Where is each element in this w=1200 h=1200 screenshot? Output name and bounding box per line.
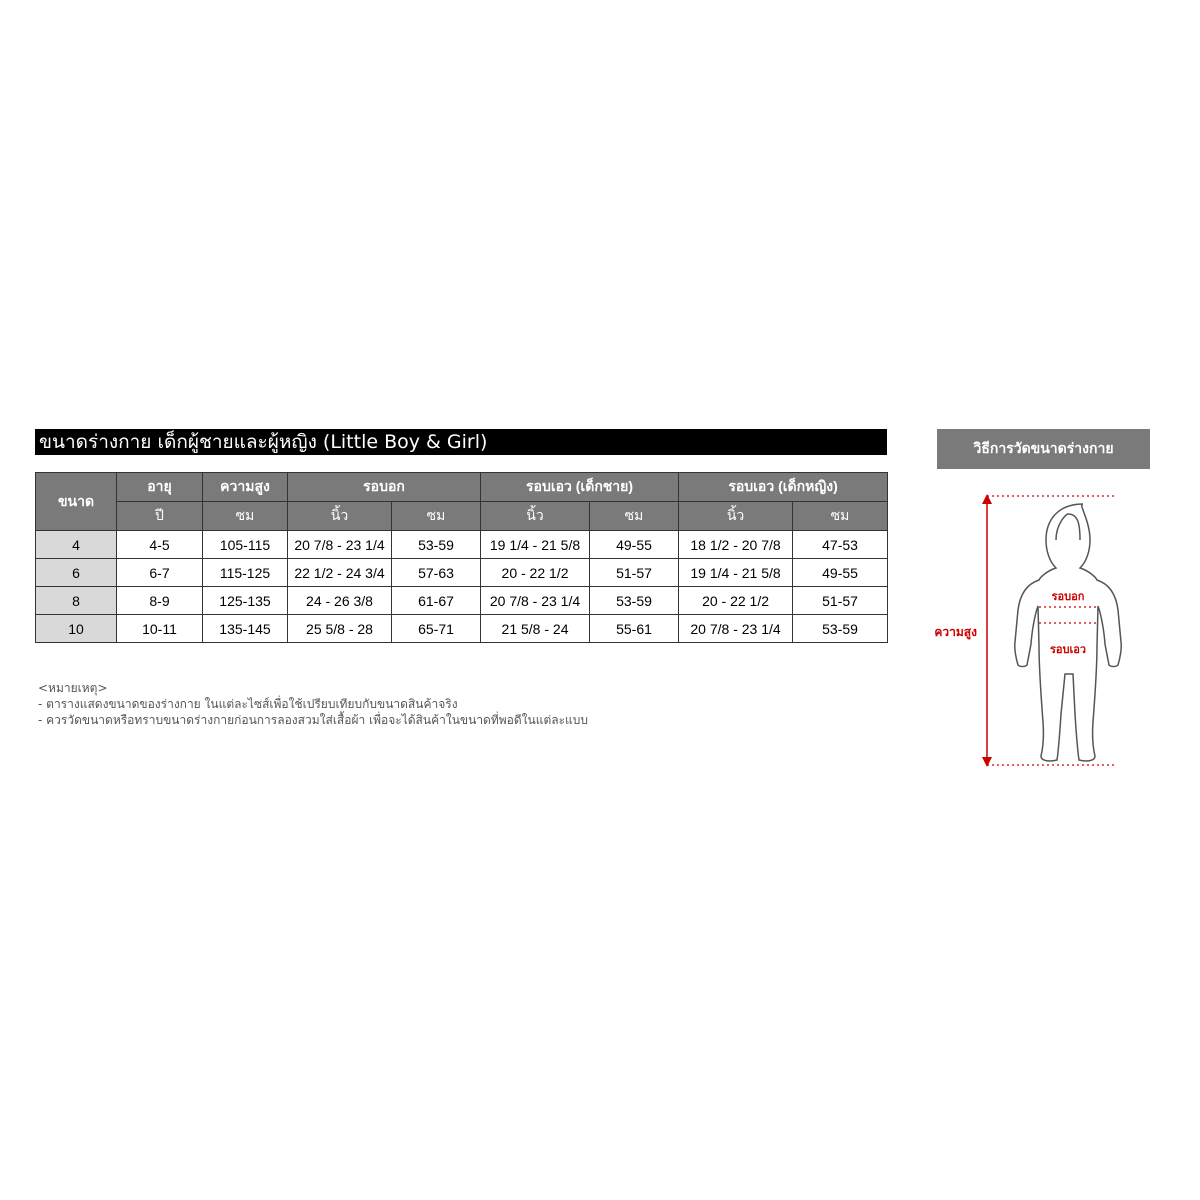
table-cell: 24 - 26 3/8 bbox=[288, 587, 392, 615]
table-row bbox=[36, 587, 888, 615]
table-cell: 6-7 bbox=[117, 559, 203, 587]
size-table bbox=[35, 472, 888, 643]
table-cell: 21 5/8 - 24 bbox=[481, 615, 590, 643]
table-cell: 49-55 bbox=[590, 531, 679, 559]
waist-label: รอบเอว bbox=[1049, 643, 1087, 656]
table-cell: 25 5/8 - 28 bbox=[288, 615, 392, 643]
table-cell: 20 7/8 - 23 1/4 bbox=[481, 587, 590, 615]
unit-chest-in: นิ้ว bbox=[288, 502, 392, 531]
table-cell: 20 - 22 1/2 bbox=[481, 559, 590, 587]
table-cell: 20 - 22 1/2 bbox=[679, 587, 793, 615]
table-cell: 65-71 bbox=[392, 615, 481, 643]
table-cell: 61-67 bbox=[392, 587, 481, 615]
chart-title: ขนาดร่างกาย เด็กผู้ชายและผู้หญิง (Little Boy & Girl) bbox=[35, 429, 887, 455]
table-row bbox=[36, 559, 888, 587]
child-silhouette bbox=[915, 490, 1175, 775]
table-cell: 19 1/4 - 21 5/8 bbox=[481, 531, 590, 559]
table-cell: 20 7/8 - 23 1/4 bbox=[288, 531, 392, 559]
table-cell: 53-59 bbox=[793, 615, 888, 643]
header-age: อายุ bbox=[117, 473, 203, 502]
table-cell: 22 1/2 - 24 3/4 bbox=[288, 559, 392, 587]
unit-waist-girl-in: นิ้ว bbox=[679, 502, 793, 531]
table-cell: 135-145 bbox=[203, 615, 288, 643]
notes bbox=[38, 680, 588, 728]
header-row bbox=[36, 473, 888, 502]
notes-line: - ตารางแสดงขนาดของร่างกาย ในแต่ละไซส์เพื่อใช้เปรียบเทียบกับขนาดสินค้าจริง bbox=[38, 697, 458, 711]
table-cell: 10-11 bbox=[117, 615, 203, 643]
table-cell: 18 1/2 - 20 7/8 bbox=[679, 531, 793, 559]
table-cell: 47-53 bbox=[793, 531, 888, 559]
unit-chest-cm: ซม bbox=[392, 502, 481, 531]
child-outline-icon bbox=[1015, 504, 1122, 761]
unit-age: ปี bbox=[117, 502, 203, 531]
table-cell: 53-59 bbox=[392, 531, 481, 559]
table-cell: 20 7/8 - 23 1/4 bbox=[679, 615, 793, 643]
table-cell: 4-5 bbox=[117, 531, 203, 559]
table-cell: 105-115 bbox=[203, 531, 288, 559]
table-cell: 51-57 bbox=[590, 559, 679, 587]
table-cell: 115-125 bbox=[203, 559, 288, 587]
table-cell: 49-55 bbox=[793, 559, 888, 587]
header-size: ขนาด bbox=[36, 473, 117, 531]
unit-waist-boy-cm: ซม bbox=[590, 502, 679, 531]
notes-heading: <หมายเหตุ> bbox=[38, 681, 108, 695]
unit-waist-boy-in: นิ้ว bbox=[481, 502, 590, 531]
chest-label: รอบอก bbox=[1051, 590, 1085, 603]
measure-title: วิธีการวัดขนาดร่างกาย bbox=[937, 429, 1150, 469]
table-row bbox=[36, 531, 888, 559]
height-label: ความสูง bbox=[934, 625, 977, 639]
size-cell: 10 bbox=[36, 615, 117, 643]
size-cell: 6 bbox=[36, 559, 117, 587]
body-figure bbox=[915, 490, 1175, 775]
table-cell: 125-135 bbox=[203, 587, 288, 615]
notes-line: - ควรวัดขนาดหรือทราบขนาดร่างกายก่อนการลองสวมใส่เสื้อผ้า เพื่อจะได้สินค้าในขนาดที่พอดีในแต่ละแบบ bbox=[38, 713, 589, 727]
table-row bbox=[36, 615, 888, 643]
size-cell: 4 bbox=[36, 531, 117, 559]
unit-height: ซม bbox=[203, 502, 288, 531]
table-cell: 55-61 bbox=[590, 615, 679, 643]
unit-waist-girl-cm: ซม bbox=[793, 502, 888, 531]
table-cell: 19 1/4 - 21 5/8 bbox=[679, 559, 793, 587]
header-waist-girl: รอบเอว (เด็กหญิง) bbox=[679, 473, 888, 502]
table-cell: 8-9 bbox=[117, 587, 203, 615]
units-row bbox=[36, 502, 888, 531]
table-cell: 53-59 bbox=[590, 587, 679, 615]
size-cell: 8 bbox=[36, 587, 117, 615]
header-height: ความสูง bbox=[203, 473, 288, 502]
header-chest: รอบอก bbox=[288, 473, 481, 502]
table-cell: 51-57 bbox=[793, 587, 888, 615]
header-waist-boy: รอบเอว (เด็กชาย) bbox=[481, 473, 679, 502]
table-cell: 57-63 bbox=[392, 559, 481, 587]
